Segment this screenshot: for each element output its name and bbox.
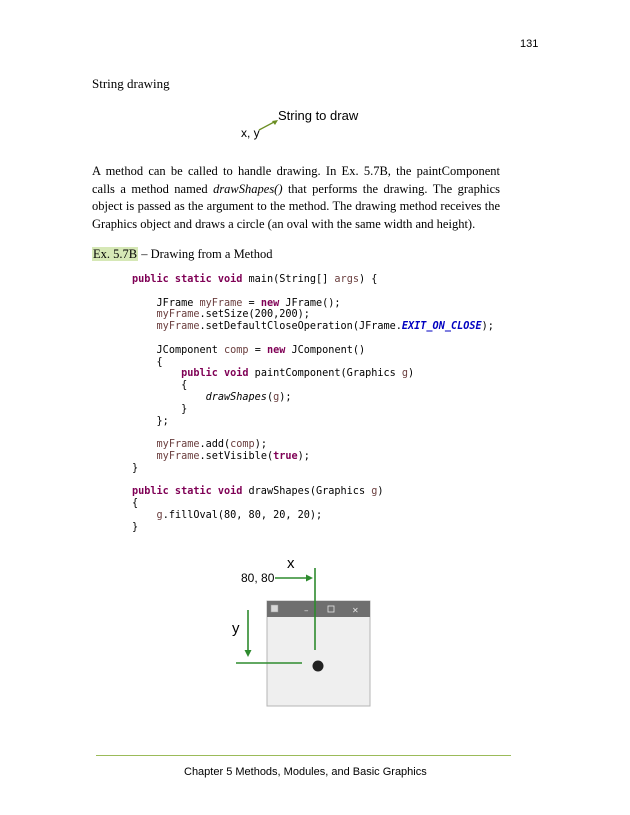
close-icon: ✕: [352, 606, 359, 615]
example-tag: Ex. 5.7B: [93, 247, 138, 261]
example-title: – Drawing from a Method: [138, 247, 273, 261]
footer-text: Chapter 5 Methods, Modules, and Basic Graphics: [184, 766, 427, 778]
method-name: drawShapes(): [213, 181, 283, 196]
code-listing: public static void main(String[] args) { JFrame myFrame = new JFrame(); myFrame.setSize(200,200); myFrame.setDefaultCloseOperation(JFrame.EXIT_ON_CLOSE); JComponent comp = new JComponent() { public void paintComponent(Graphics g) { drawShapes(g); } }; myFrame.add(comp); myFrame.setVisible(true); } public static void drawShapes(Graphics g) { g.fillOval(80, 80, 20, 20); }: [132, 274, 494, 533]
string-position-arrow: [256, 117, 282, 133]
paragraph-text-2: that performs the drawing. The graphics object is passed as the argument to the method. The drawing method receives the Graphics object and draws a circle (an oval with the same width and height).: [92, 181, 500, 231]
minimize-icon: –: [304, 606, 309, 616]
y-axis-label: y: [232, 620, 240, 637]
x-axis-label: x: [287, 555, 295, 572]
y-arrow-head: [245, 650, 252, 657]
coordinate-label: 80, 80: [241, 571, 275, 585]
string-diagram-xy-label: x, y: [241, 126, 260, 140]
body-paragraph: [92, 163, 500, 233]
example-caption: [92, 247, 272, 262]
filled-oval: [313, 661, 324, 672]
footer-rule: [96, 755, 511, 756]
paragraph-text-1: A method can be called to handle drawing. In Ex. 5.7B, the paintComponent calls a method named: [92, 164, 500, 196]
page-number: 131: [520, 38, 539, 50]
section-heading: String drawing: [92, 76, 170, 91]
string-diagram-label: String to draw: [278, 108, 359, 123]
x-arrow-head: [306, 575, 313, 582]
window-app-icon: [271, 605, 278, 612]
